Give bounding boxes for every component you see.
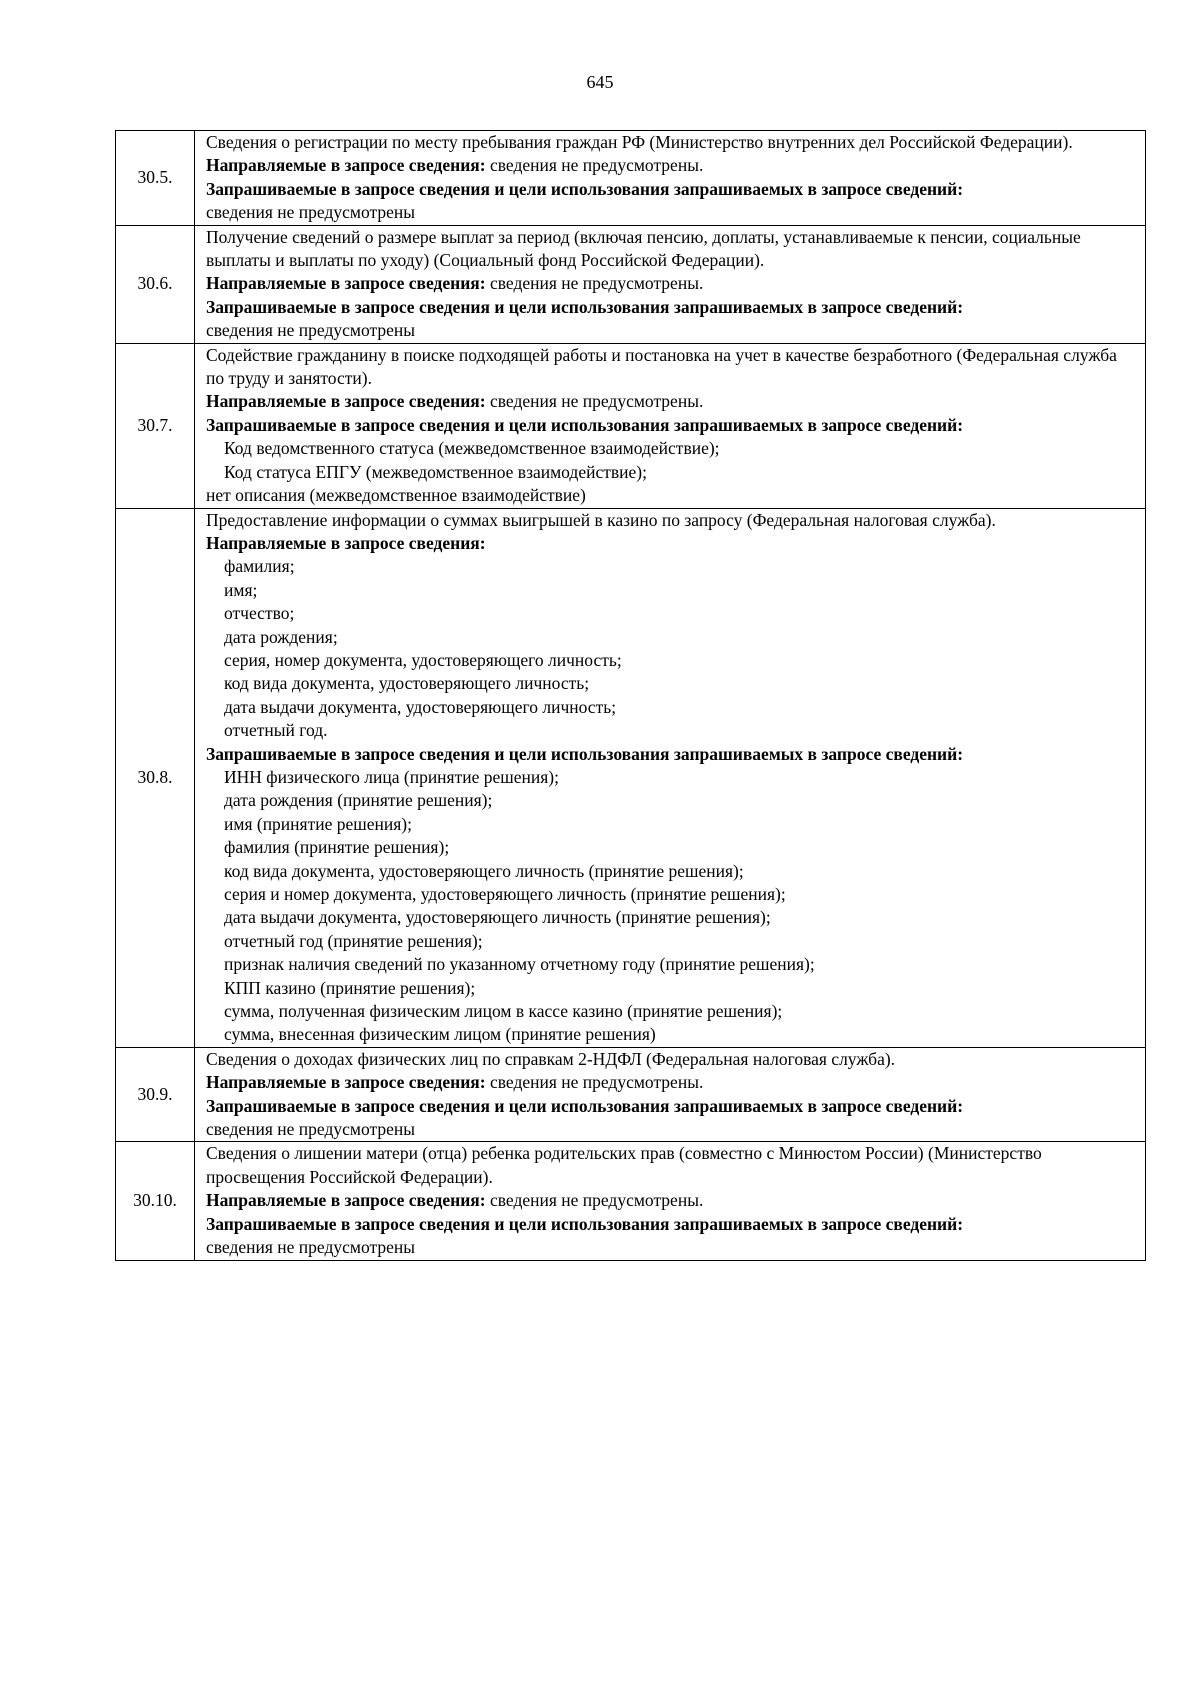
sent-label: Направляемые в запросе сведения: xyxy=(206,155,486,176)
sent-item: код вида документа, удостоверяющего личность; xyxy=(224,673,590,694)
requested-label: Запрашиваемые в запросе сведения и цели использования запрашиваемых в запросе сведений: xyxy=(206,1095,964,1116)
sent-label: Направляемые в запросе сведения: xyxy=(206,1190,486,1211)
service-title: Предоставление информации о суммах выигрышей в казино по запросу (Федеральная налоговая служба). xyxy=(206,509,996,530)
row-content xyxy=(195,131,1146,226)
sent-label: Направляемые в запросе сведения: xyxy=(206,1072,486,1093)
row-content xyxy=(195,1142,1146,1260)
sent-value: сведения не предусмотрены. xyxy=(485,1190,704,1211)
requested-item: дата рождения (принятие решения); xyxy=(224,790,493,811)
table-row xyxy=(116,508,1146,1047)
row-number: 30.9. xyxy=(116,1047,195,1142)
sent-info xyxy=(206,1189,1139,1212)
requested-label: Запрашиваемые в запросе сведения и цели использования запрашиваемых в запросе сведений: xyxy=(206,414,964,435)
service-title: Получение сведений о размере выплат за период (включая пенсию, доплаты, устанавливаемые к пенсии, социальные выплаты и выплаты по уходу) (Социальный фонд Российской Федерации). xyxy=(206,226,1081,271)
row-number: 30.8. xyxy=(116,508,195,1047)
requested-item: фамилия (принятие решения); xyxy=(224,837,450,858)
requested-item: имя (принятие решения); xyxy=(224,813,412,834)
requested-item: отчетный год (принятие решения); xyxy=(224,930,483,951)
sent-info xyxy=(206,1071,1139,1094)
requested-item: сумма, полученная физическим лицом в кассе казино (принятие решения); xyxy=(224,1001,783,1022)
service-title: Содействие гражданину в поиске подходящей работы и постановка на учет в качестве безработного (Федеральная служба по труду и занятости). xyxy=(206,344,1117,389)
row-number: 30.6. xyxy=(116,225,195,343)
sent-info xyxy=(206,390,1139,413)
requested-item: ИНН физического лица (принятие решения); xyxy=(224,766,559,787)
sent-value: сведения не предусмотрены. xyxy=(485,1072,704,1093)
requested-item: признак наличия сведений по указанному отчетному году (принятие решения); xyxy=(224,954,815,975)
sent-value: сведения не предусмотрены. xyxy=(485,155,704,176)
sent-item: серия, номер документа, удостоверяющего личность; xyxy=(224,649,622,670)
sent-item: имя; xyxy=(224,579,258,600)
requested-value: сведения не предусмотрены xyxy=(206,1119,415,1140)
sent-item: дата рождения; xyxy=(224,626,338,647)
row-content xyxy=(195,508,1146,1047)
requested-value: сведения не предусмотрены xyxy=(206,202,415,223)
requested-item: Код ведомственного статуса (межведомственное взаимодействие); xyxy=(224,438,720,459)
sent-value: сведения не предусмотрены. xyxy=(485,391,704,412)
requested-label: Запрашиваемые в запросе сведения и цели использования запрашиваемых в запросе сведений: xyxy=(206,178,964,199)
row-content xyxy=(195,343,1146,508)
row-number: 30.5. xyxy=(116,131,195,226)
requested-label: Запрашиваемые в запросе сведения и цели использования запрашиваемых в запросе сведений: xyxy=(206,743,964,764)
page-number: 645 xyxy=(586,72,614,92)
sent-label: Направляемые в запросе сведения: xyxy=(206,391,486,412)
requested-value: сведения не предусмотрены xyxy=(206,1237,415,1258)
requested-value: сведения не предусмотрены xyxy=(206,320,415,341)
service-title: Сведения о лишении матери (отца) ребенка родительских прав (совместно с Минюстом России) (Министерство просвещения Российской Федерации). xyxy=(206,1143,1042,1187)
table-row xyxy=(116,131,1146,226)
row-number: 30.10. xyxy=(116,1142,195,1260)
requested-item: Код статуса ЕПГУ (межведомственное взаимодействие); xyxy=(224,461,647,482)
sent-item: отчетный год. xyxy=(224,720,328,741)
sent-info xyxy=(206,154,1139,177)
requested-label: Запрашиваемые в запросе сведения и цели использования запрашиваемых в запросе сведений: xyxy=(206,296,964,317)
table-row xyxy=(116,1047,1146,1142)
sent-label: Направляемые в запросе сведения: xyxy=(206,532,486,553)
sent-label: Направляемые в запросе сведения: xyxy=(206,273,486,294)
requested-label: Запрашиваемые в запросе сведения и цели использования запрашиваемых в запросе сведений: xyxy=(206,1213,964,1234)
service-title: Сведения о доходах физических лиц по справкам 2-НДФЛ (Федеральная налоговая служба). xyxy=(206,1048,896,1069)
requested-item: серия и номер документа, удостоверяющего личность (принятие решения); xyxy=(224,884,786,904)
sent-value: сведения не предусмотрены. xyxy=(485,273,704,294)
requested-item: дата выдачи документа, удостоверяющего личность (принятие решения); xyxy=(224,907,771,928)
requested-item: КПП казино (принятие решения); xyxy=(224,977,476,998)
services-table xyxy=(115,130,1146,1261)
sent-item: фамилия; xyxy=(224,556,295,577)
row-number: 30.7. xyxy=(116,343,195,508)
sent-info xyxy=(206,272,1139,295)
row-content xyxy=(195,225,1146,343)
requested-item-last: нет описания (межведомственное взаимодействие) xyxy=(206,485,586,506)
service-title: Сведения о регистрации по месту пребывания граждан РФ (Министерство внутренних дел Российской Федерации). xyxy=(206,132,1073,152)
table-row xyxy=(116,1142,1146,1260)
requested-item: код вида документа, удостоверяющего личность (принятие решения); xyxy=(224,860,744,881)
row-content xyxy=(195,1047,1146,1142)
requested-item: сумма, внесенная физическим лицом (принятие решения) xyxy=(224,1024,656,1045)
sent-item: дата выдачи документа, удостоверяющего личность; xyxy=(224,696,617,717)
table-row xyxy=(116,225,1146,343)
table-row xyxy=(116,343,1146,508)
sent-item: отчество; xyxy=(224,603,295,624)
